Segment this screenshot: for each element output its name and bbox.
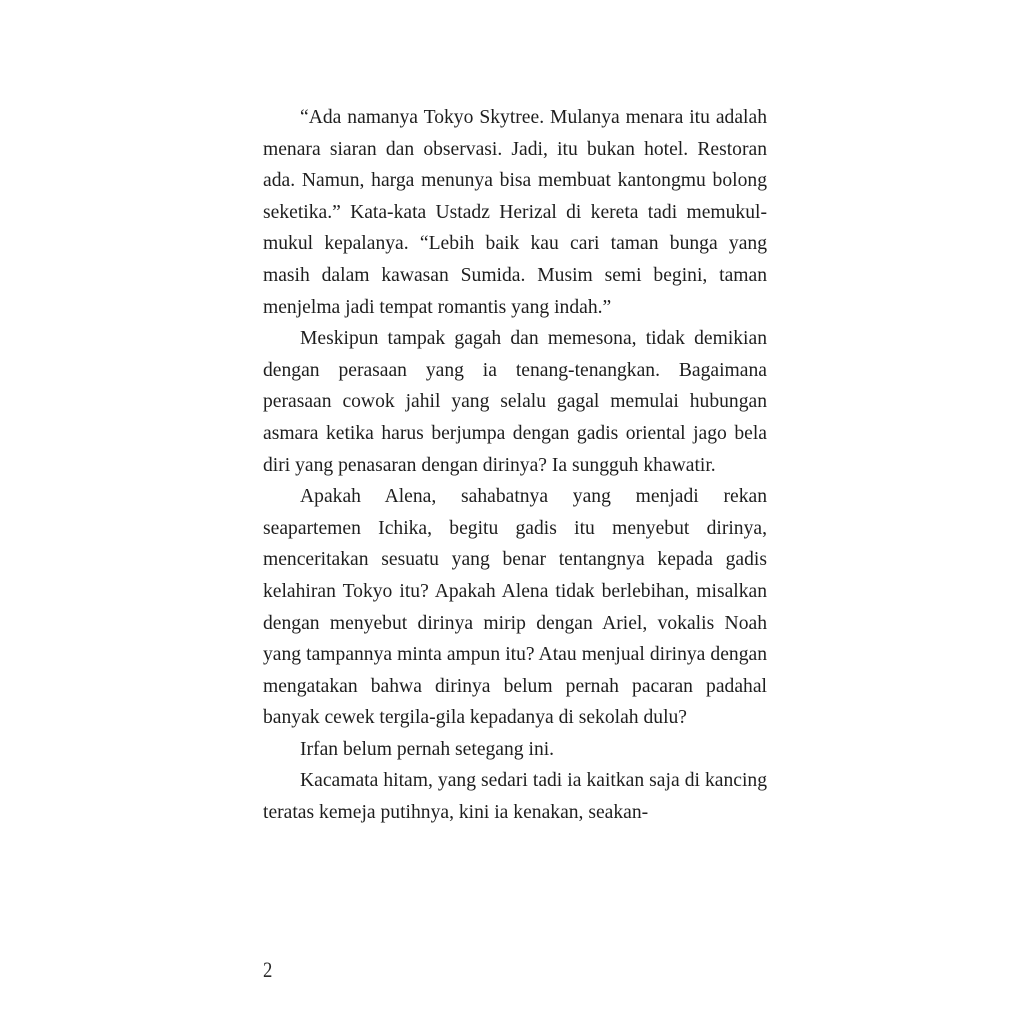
paragraph-3: Apakah Alena, sahabatnya yang menjadi rekan seapartemen Ichika, begitu gadis itu menyebut dirinya, menceritakan sesuatu yang benar tentangnya kepada gadis kelahiran Tokyo itu? Apakah Alena tidak berlebihan, misalkan dengan menyebut dirinya mirip dengan Ariel, vokalis Noah yang tampannya minta ampun itu? Atau menjual dirinya dengan mengatakan bahwa dirinya belum pernah pacaran padahal banyak cewek tergila-gila kepadanya di sekolah dulu? xyxy=(263,486,767,729)
paragraph-1: “Ada namanya Tokyo Skytree. Mulanya menara itu adalah menara siaran dan observasi. Jadi, itu bukan hotel. Restoran ada. Namun, harga menunya bisa membuat kantongmu bolong seketika.” Kata-kata Ustadz Herizal di kereta tadi memukul-mukul kepalanya. “Lebih baik kau cari taman bunga yang masih dalam kawasan Sumida. Musim semi begini, taman menjelma jadi tempat romantis yang indah.” xyxy=(263,107,767,318)
paragraph-5: Kacamata hitam, yang sedari tadi ia kaitkan saja di kancing teratas kemeja putihnya, kini ia kenakan, seakan- xyxy=(263,770,767,824)
page-number: 2 xyxy=(263,957,273,982)
paragraph-2: Meskipun tampak gagah dan memesona, tidak demikian dengan perasaan yang ia tenang-tenangkan. Bagaimana perasaan cowok jahil yang selalu gagal memulai hubungan asmara ketika harus berjumpa dengan gadis oriental jago bela diri yang penasaran dengan dirinya? Ia sungguh khawatir. xyxy=(263,328,767,476)
body-text xyxy=(263,102,767,829)
paragraph-4: Irfan belum pernah setegang ini. xyxy=(300,738,555,760)
